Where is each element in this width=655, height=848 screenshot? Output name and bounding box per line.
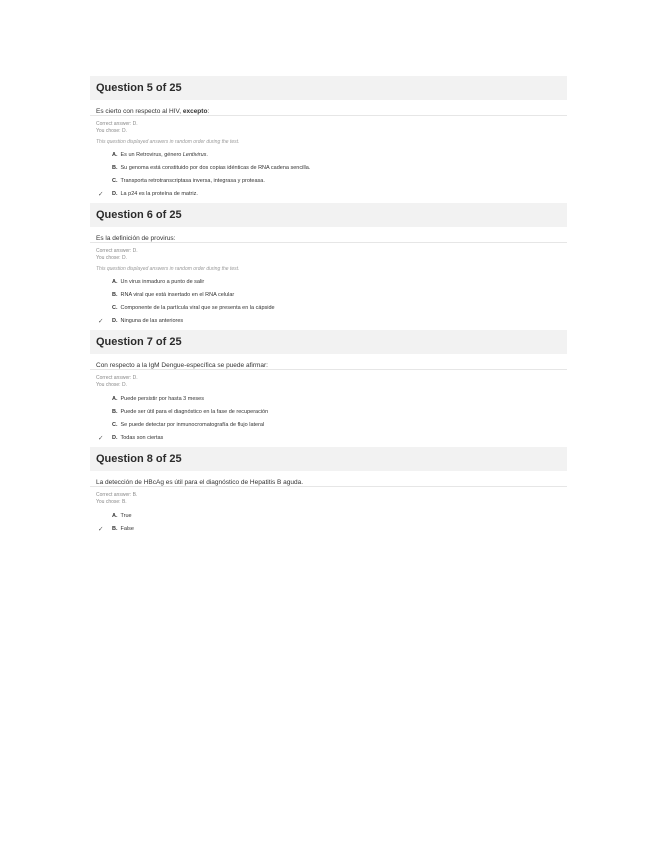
correct-answer: Correct answer: D.	[96, 248, 138, 254]
option-letter: B.	[112, 526, 118, 532]
option-text: Es un Retrovirus, género	[120, 152, 183, 158]
option-text: Un virus inmaduro a punto de salir	[120, 279, 205, 285]
option-b	[90, 523, 567, 536]
option-letter: C.	[112, 178, 118, 184]
option-letter: D.	[112, 318, 118, 324]
random-order-note: This question displayed answers in random order during the test.	[96, 266, 240, 272]
question-prompt: Con respecto a la IgM Dengue-específica se puede afirmar:	[90, 354, 567, 370]
options-list	[90, 506, 567, 538]
question-header: Question 5 of 25	[90, 76, 567, 100]
question-header: Question 8 of 25	[90, 447, 567, 471]
option-d	[90, 315, 567, 328]
question-header: Question 7 of 25	[90, 330, 567, 354]
option-letter: C.	[112, 305, 118, 311]
answer-summary	[90, 370, 567, 389]
options-list	[90, 272, 567, 330]
correct-answer: Correct answer: D.	[96, 121, 138, 127]
option-letter: A.	[112, 396, 118, 402]
option-c	[90, 302, 567, 315]
you-chose: You chose: D.	[96, 255, 127, 261]
option-letter: A.	[112, 279, 118, 285]
option-a	[90, 149, 567, 162]
option-text: Su genoma está constituido por dos copias idénticas de RNA cadena sencilla.	[120, 165, 311, 171]
option-letter: D.	[112, 435, 118, 441]
option-letter: C.	[112, 422, 118, 428]
option-italic-text: Lentivirus	[182, 152, 207, 158]
you-chose: You chose: D.	[96, 382, 127, 388]
correct-answer: Correct answer: B.	[96, 492, 138, 498]
option-text: Componente de la partícula viral que se presenta en la cápside	[120, 305, 275, 311]
answer-summary	[90, 487, 567, 506]
option-b	[90, 289, 567, 302]
questions-list	[90, 76, 567, 538]
option-letter: A.	[112, 513, 118, 519]
you-chose: You chose: B.	[96, 499, 127, 505]
option-a	[90, 276, 567, 289]
random-order-note: This question displayed answers in random order during the test.	[96, 139, 240, 145]
option-text: False	[120, 526, 134, 532]
prompt-emphasis: excepto	[182, 108, 208, 115]
option-b	[90, 162, 567, 175]
question-prompt: Es la definición de provirus:	[90, 227, 567, 243]
option-letter: B.	[112, 292, 118, 298]
option-text: Puede persistir por hasta 3 meses	[120, 396, 204, 402]
question-prompt: La detección de HBcAg es útil para el diagnóstico de Hepatitis B aguda.	[90, 471, 567, 487]
option-d	[90, 188, 567, 201]
option-c	[90, 175, 567, 188]
option-text: La p24 es la proteína de matriz.	[120, 191, 198, 197]
option-letter: A.	[112, 152, 118, 158]
question-block	[90, 76, 567, 203]
answer-summary	[90, 116, 567, 135]
question-header: Question 6 of 25	[90, 203, 567, 227]
option-text: RNA viral que está insertado en el RNA celular	[120, 292, 235, 298]
option-a	[90, 393, 567, 406]
option-text: Se puede detectar por inmunocromatografía de flujo lateral	[120, 422, 265, 428]
option-text: True	[120, 513, 132, 519]
option-letter: B.	[112, 409, 118, 415]
prompt-text: Es cierto con respecto al HIV,	[96, 108, 183, 115]
prompt-suffix: :	[207, 108, 210, 115]
you-chose: You chose: D.	[96, 128, 127, 134]
option-text: Transporta retrotranscriptasa inversa, integrasa y proteasa.	[120, 178, 265, 184]
question-block	[90, 203, 567, 330]
checkmark-icon: ✓	[98, 318, 104, 325]
option-letter: B.	[112, 165, 118, 171]
option-b	[90, 406, 567, 419]
option-text: Puede ser útil para el diagnóstico en la fase de recuperación	[120, 409, 269, 415]
options-list	[90, 389, 567, 447]
option-text: Ninguna de las anteriores	[120, 318, 184, 324]
question-block	[90, 447, 567, 538]
answer-summary	[90, 243, 567, 262]
option-text: Todas son ciertas	[120, 435, 164, 441]
checkmark-icon: ✓	[98, 526, 104, 533]
question-prompt	[90, 100, 567, 116]
option-c	[90, 419, 567, 432]
question-block	[90, 330, 567, 447]
option-letter: D.	[112, 191, 118, 197]
correct-answer: Correct answer: D.	[96, 375, 138, 381]
option-a	[90, 510, 567, 523]
option-d	[90, 432, 567, 445]
checkmark-icon: ✓	[98, 191, 104, 198]
option-text-suffix: .	[206, 152, 208, 158]
checkmark-icon: ✓	[98, 435, 104, 442]
options-list	[90, 145, 567, 203]
